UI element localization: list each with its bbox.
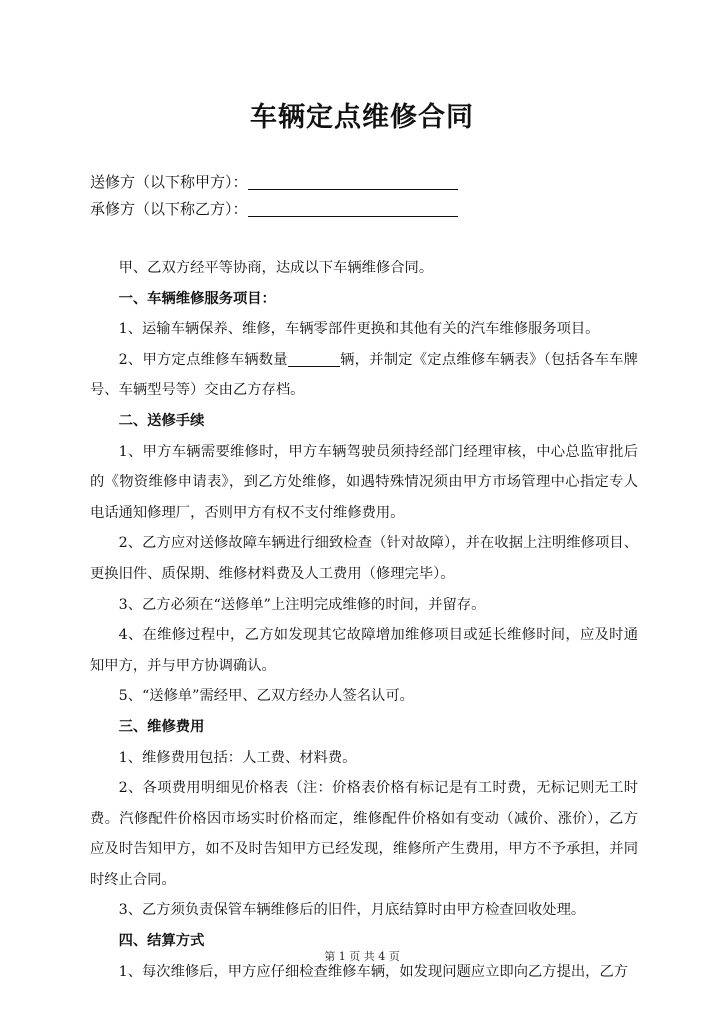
clause-2-3: 3、乙方必须在“送修单”上注明完成维修的时间，并留存。: [118, 596, 486, 613]
clause-1-1: 1、运输车辆保养、维修，车辆零部件更换和其他有关的汽车维修服务项目。: [118, 321, 600, 338]
clause-3-1: 1、维修费用包括：人工费、材料费。: [118, 749, 357, 766]
party-a-line: [90, 172, 458, 192]
clause-1-2-part2: 辆，并制定《定点维修车辆表》（包括各车车牌号、车辆型号等）交由乙方存档。: [90, 351, 638, 399]
section-heading-2: 二、送修手续: [118, 412, 205, 429]
section-heading-3: 三、维修费用: [118, 718, 205, 735]
clause-1-2: [90, 345, 638, 406]
party-a-blank: [248, 173, 458, 190]
vehicle-count-blank: [288, 352, 340, 367]
contract-title: 车辆定点维修合同: [250, 102, 474, 133]
party-b-blank: [248, 200, 458, 217]
clause-2-4: 4、在维修过程中，乙方如发现其它故障增加维修项目或延长维修时间，应及时通知甲方，并与甲方协调确认。: [90, 627, 638, 674]
clause-3-3: 3、乙方须负责保管车辆维修后的旧件，月底结算时由甲方检查回收处理。: [118, 902, 586, 919]
page-footer: 第 1 页 共 4 页: [324, 950, 400, 963]
intro-paragraph: 甲、乙双方经平等协商，达成以下车辆维修合同。: [118, 260, 434, 276]
section-heading-1: 一、车辆维修服务项目：: [118, 290, 276, 307]
section-heading-4: 四、结算方式: [118, 933, 205, 950]
clause-1-2-part1: 2、甲方定点维修车辆数量: [118, 351, 288, 368]
clause-3-2: 2、各项费用明细见价格表（注：价格表价格有标记是有工时费，无标记则无工时费。汽修配件价格因市场实时价格而定，维修配件价格如有变动（减价、涨价），乙方应及时告知甲方，如不及时告知甲方已经发现，维修所产生费用，甲方不予承担，并同时终止合同。: [90, 780, 638, 888]
clause-2-5: 5、“送修单”需经甲、乙双方经办人签名认可。: [118, 688, 414, 705]
party-b-label: 承修方（以下称乙方）：: [90, 200, 248, 218]
party-a-label: 送修方（以下称甲方）：: [90, 173, 248, 191]
party-b-line: [90, 199, 458, 219]
clause-2-1: 1、甲方车辆需要维修时，甲方车辆驾驶员须持经部门经理审核，中心总监审批后的《物资维修申请表》，到乙方处维修，如遇特殊情况须由甲方市场管理中心指定专人电话通知修理厂，否则甲方有权不支付维修费用。: [90, 443, 638, 521]
clause-2-2: 2、乙方应对送修故障车辆进行细致检查（针对故障），并在收据上注明维修项目、更换旧件、质保期、维修材料费及人工费用（修理完毕）。: [90, 535, 638, 582]
clause-4-1: 1、每次维修后，甲方应仔细检查维修车辆，如发现问题应立即向乙方提出，乙方: [118, 963, 629, 980]
contract-body: [90, 253, 638, 987]
